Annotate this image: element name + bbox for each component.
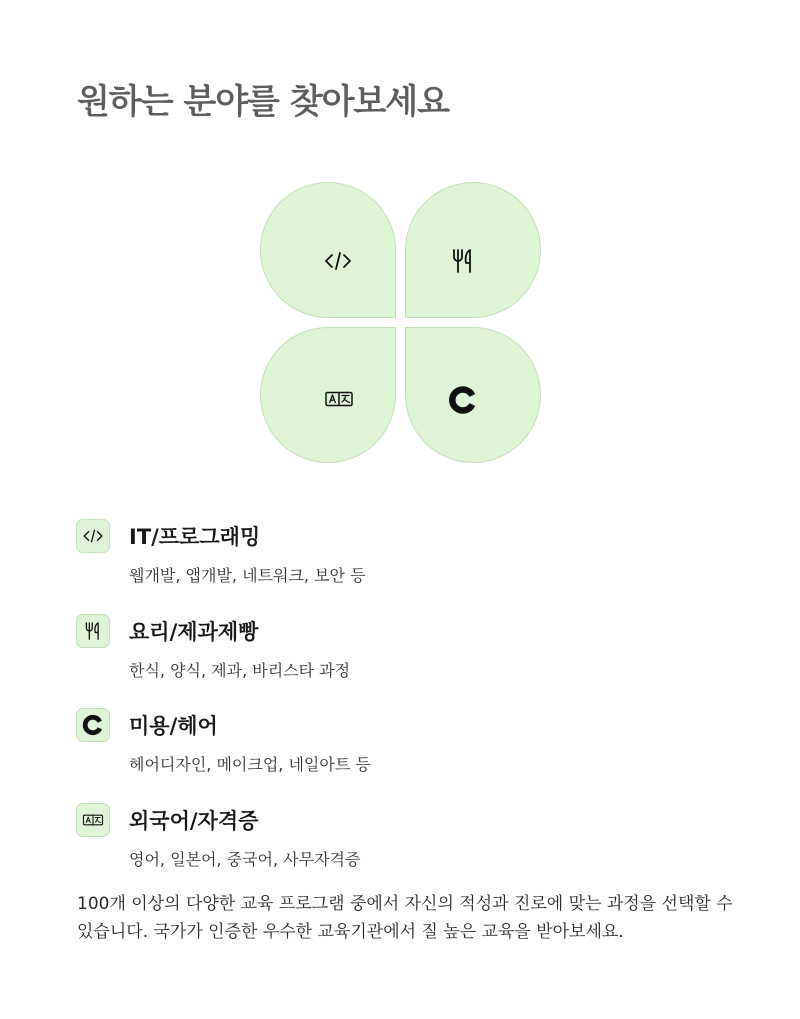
translate-icon bbox=[324, 384, 354, 414]
category-item-cooking[interactable] bbox=[76, 614, 736, 684]
code-icon bbox=[323, 246, 353, 276]
fork-knife-icon bbox=[448, 246, 478, 276]
clover-petal-beauty[interactable] bbox=[405, 327, 541, 463]
category-icon-box bbox=[76, 614, 110, 648]
category-title[interactable]: 외국어/자격증 bbox=[129, 809, 259, 833]
category-icon-box bbox=[76, 803, 110, 837]
category-title[interactable]: 요리/제과제빵 bbox=[129, 620, 259, 644]
clover-petal-it[interactable] bbox=[260, 182, 396, 318]
category-icon-box bbox=[76, 519, 110, 553]
category-title[interactable]: IT/프로그래밍 bbox=[129, 525, 261, 549]
page-title: 원하는 분야를 찾아보세요 bbox=[77, 82, 449, 122]
category-item-it[interactable] bbox=[76, 519, 736, 589]
category-title[interactable]: 미용/헤어 bbox=[129, 714, 218, 738]
category-clover bbox=[260, 182, 541, 463]
category-item-language[interactable] bbox=[76, 803, 736, 873]
clover-petal-cooking[interactable] bbox=[405, 182, 541, 318]
fork-knife-icon bbox=[82, 620, 104, 642]
intro-description: 100개 이상의 다양한 교육 프로그램 중에서 자신의 적성과 진로에 맞는 과정을 선택할 수 있습니다. 국가가 인증한 우수한 교육기관에서 질 높은 교육을 받아보세요. bbox=[77, 894, 733, 942]
category-item-beauty[interactable] bbox=[76, 708, 736, 778]
category-description: 웹개발, 앱개발, 네트워크, 보안 등 bbox=[129, 566, 366, 585]
beauty-c-icon bbox=[448, 385, 478, 415]
category-description: 헤어디자인, 메이크업, 네일아트 등 bbox=[129, 755, 371, 774]
category-icon-box bbox=[76, 708, 110, 742]
clover-petal-language[interactable] bbox=[260, 327, 396, 463]
translate-icon bbox=[82, 809, 104, 831]
code-icon bbox=[82, 525, 104, 547]
category-description: 영어, 일본어, 중국어, 사무자격증 bbox=[129, 850, 361, 869]
category-description: 한식, 양식, 제과, 바리스타 과정 bbox=[129, 661, 351, 680]
beauty-c-icon bbox=[82, 714, 104, 736]
